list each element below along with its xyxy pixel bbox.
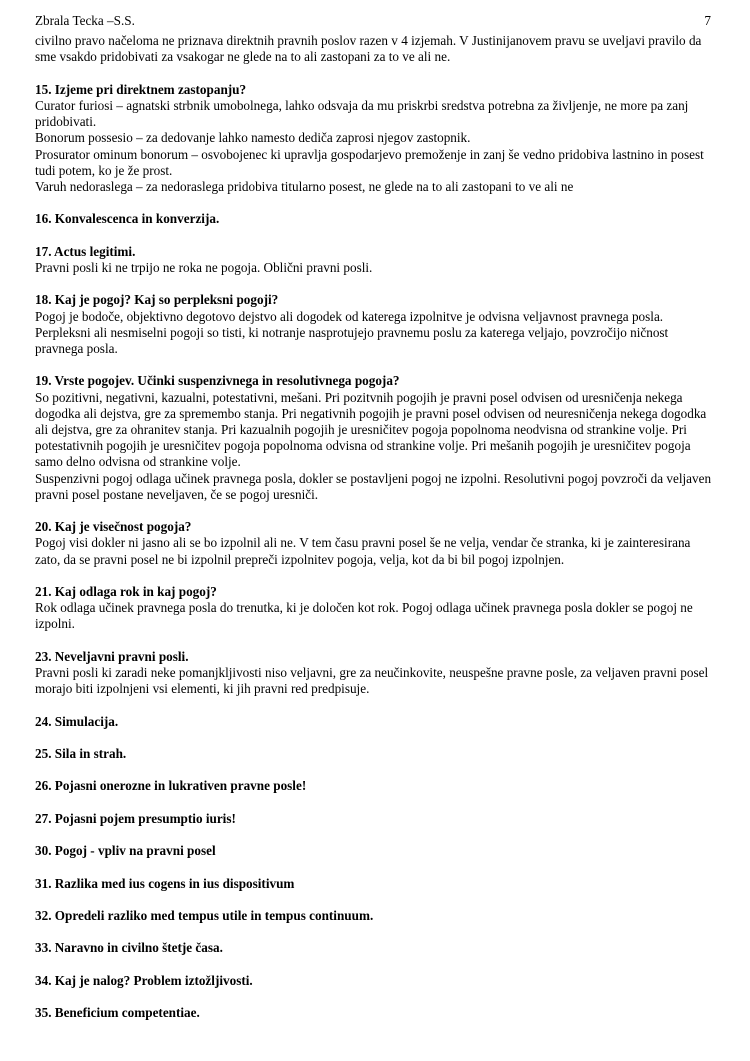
section [35,584,715,633]
section [35,714,715,730]
section-paragraph: Curator furiosi – agnatski strbnik umobolnega, lahko odsvaja da mu priskrbi sredstva potrebna za življenje, ne more pa zanj pridobivati. [35,98,689,130]
page-number: 7 [704,13,711,28]
section-heading: 33. Naravno in civilno štetje časa. [35,940,223,956]
section [35,746,715,762]
intro-paragraph: civilno pravo načeloma ne priznava direktnih pravnih poslov razen v 4 izjemah. V Justinijanovem pravu se uveljavi pravilo da sme vsakdo pridobivati za vsakogar ne glede na to ali zastopani za to ve ali ne. [35,33,702,65]
section [35,519,715,568]
section-paragraph: Varuh nedoraslega – za nedoraslega pridobiva titularno posest, ne glede na to ali zastopani to ve ali ne [35,179,574,195]
section [35,843,715,859]
section-paragraph: Pogoj visi dokler ni jasno ali se bo izpolnil ali ne. V tem času pravni posel še ne velja, vendar če stranka, ki je zainteresirana zato, da se pravni posel ne bi izpolnil prepreči izpolnitev pogoja, velja, kot da bi bil pogoj izpolnjen. [35,535,691,567]
section [35,649,715,698]
section [35,940,715,956]
page-header [35,13,715,29]
section-heading: 23. Neveljavni pravni posli. [35,648,189,664]
section-paragraph: Perpleksni ali nesmiselni pogoji so tisti, ki notranje nasprotujejo pravnemu poslu za katerega veljajo, povzročijo ničnost pravnega posla. [35,324,669,356]
section [35,778,715,794]
section-heading: 20. Kaj je visečnost pogoja? [35,519,192,535]
section [35,908,715,924]
section-heading: 15. Izjeme pri direktnem zastopanju? [35,81,247,97]
section-heading: 16. Konvalescenca in konverzija. [35,211,220,227]
section-heading: 27. Pojasni pojem presumptio iuris! [35,810,236,826]
section-heading: 30. Pogoj - vpliv na pravni posel [35,843,216,859]
section [35,1005,715,1021]
section-paragraph: Pogoj je bodoče, objektivno degotovo dejstvo ali dogodek od katerega izpolnitve je odvisna veljavnost pravnega posla. [35,308,664,324]
section-heading: 24. Simulacija. [35,713,119,729]
section-paragraph: Rok odlaga učinek pravnega posla do trenutka, ki je določen kot rok. Pogoj odlaga učinek pravnega posla dokler se pogoj ne izpolni. [35,600,693,632]
section-heading: 17. Actus legitimi. [35,243,136,259]
section-paragraph: Suspenzivni pogoj odlaga učinek pravnega posla, dokler se postavljeni pogoj ne izpolni. Resolutivni pogoj povzroči da veljaven pravni posel postane neveljaven, če se pogoj uresniči. [35,470,712,502]
section [35,211,715,227]
intro-paragraphs [35,33,715,65]
section-heading: 18. Kaj je pogoj? Kaj so perpleksni pogoji? [35,292,279,308]
section [35,373,715,503]
section-heading: 32. Opredeli razliko med tempus utile in tempus continuum. [35,907,374,923]
section-heading: 25. Sila in strah. [35,745,127,761]
section [35,973,715,989]
section-paragraph: Prosurator ominum bonorum – osvobojenec ki upravlja gospodarjevo premoženje in zanj še vedno pridobiva lastnino in posest tudi potem, ko je že prost. [35,146,704,178]
section-paragraph: Pravni posli ki ne trpijo ne roka ne pogoja. Oblični pravni posli. [35,260,373,275]
section-heading: 31. Razlika med ius cogens in ius dispositivum [35,875,295,891]
section-heading: 26. Pojasni onerozne in lukrativen pravne posle! [35,778,307,794]
document-body [35,82,715,1022]
section-heading: 21. Kaj odlaga rok in kaj pogoj? [35,584,217,599]
section-paragraph: Pravni posli ki zaradi neke pomanjkljivosti niso veljavni, gre za neučinkovite, neuspešne pravne posle, za veljaven pravni posel morajo biti izpolnjeni vsi elementi, ki jih pravni red predpisuje. [35,665,709,697]
section [35,292,715,357]
section-paragraph: Bonorum possesio – za dedovanje lahko namesto dediča zaprosi njegov zastopnik. [35,130,471,146]
section [35,244,715,276]
section [35,82,715,195]
section-heading: 35. Beneficium competentiae. [35,1005,200,1021]
section-heading: 19. Vrste pogojev. Učinki suspenzivnega in resolutivnega pogoja? [35,373,400,389]
document-author-title: Zbrala Tecka –S.S. [35,13,135,28]
section-paragraph: So pozitivni, negativni, kazualni, potestativni, mešani. Pri pozitvnih pogojih je pravni posel odvisen od uresničenja nekega dogodka ali dejstva, gre za spremembo stanja. Pri negativnih pogojih je pravni posel odvisen od neuresničenja nekega dogodka ali dejstva, gre za ohranitev stanja. Pri kazualnih pogojih je uresničitev pogoja popolnoma neodvisna od strankine volje. Pri potestativnih pogojih je uresničitev pogoja popolnoma odvisna od strankine volje. Pri mešanih pogojih je uresničitev pogoja samo delno odvisna od strankine volje. [35,389,707,470]
section [35,811,715,827]
section [35,876,715,892]
section-heading: 34. Kaj je nalog? Problem iztožljivosti. [35,972,253,988]
